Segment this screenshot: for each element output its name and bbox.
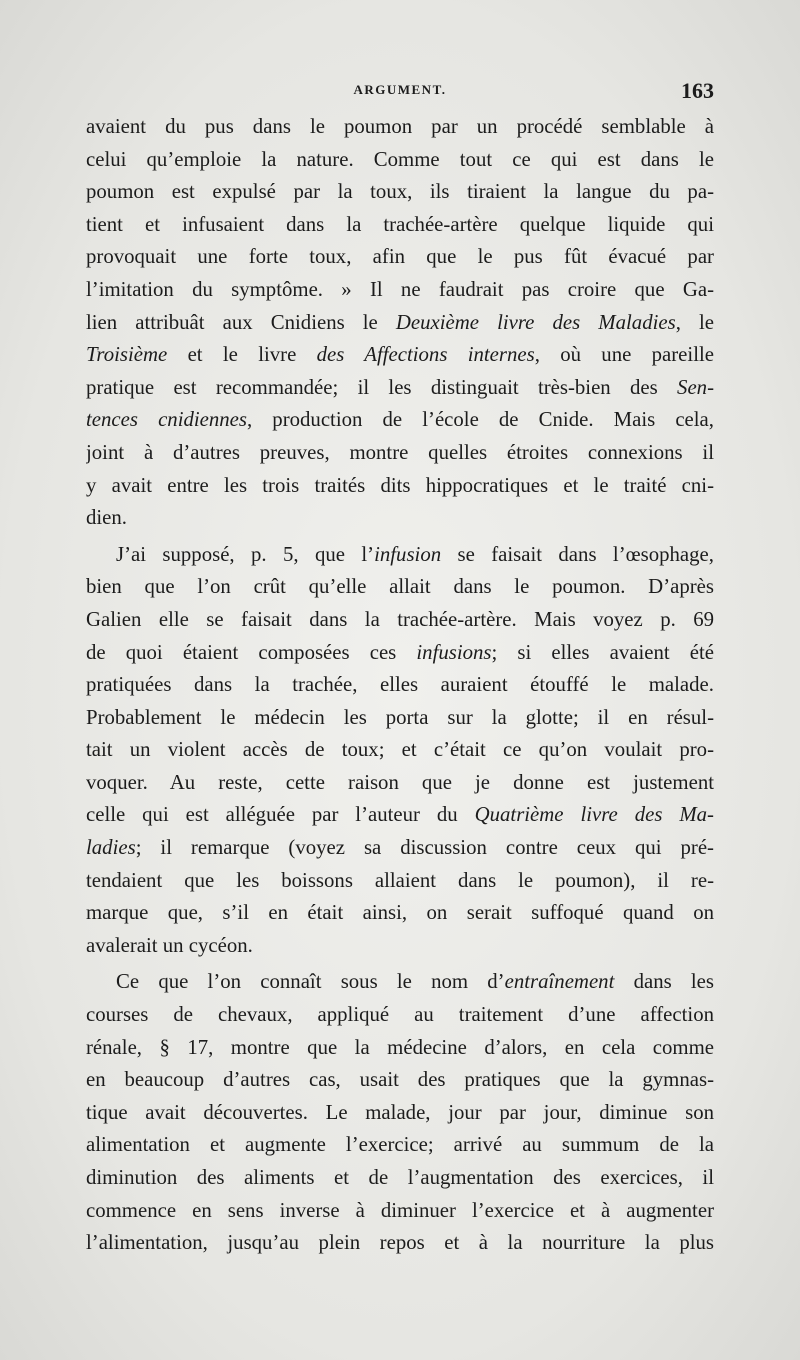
text-line	[86, 897, 714, 930]
italic-text: Deuxième livre des Maladies	[395, 310, 676, 334]
text-segment: joint à d’autres preuves, montre quelles étroites connexions il	[86, 440, 714, 464]
text-line	[86, 274, 714, 307]
text-segment: l’alimentation, jusqu’au plein repos et à la nourriture la plus	[86, 1231, 714, 1255]
text-line	[86, 209, 714, 242]
text-segment: alimentation et augmente l’exercice; arrivé au summum de la	[86, 1133, 714, 1157]
text-segment: courses de chevaux, appliqué au traitement d’une affection	[86, 1003, 714, 1027]
text-segment: l’imitation du symptôme. » Il ne faudrait pas croire que Ga-	[86, 277, 714, 301]
text-segment: en beaucoup d’autres cas, usait des pratiques que la gymnas-	[86, 1068, 714, 1092]
text-line	[86, 144, 714, 177]
text-line	[86, 1064, 714, 1097]
text-line	[86, 241, 714, 274]
text-line	[86, 637, 714, 670]
italic-text: ladies	[86, 836, 136, 860]
text-segment: commence en sens inverse à diminuer l’exercice et à augmenter	[86, 1198, 714, 1222]
text-line	[86, 339, 714, 372]
italic-text: infusion	[374, 542, 442, 566]
text-segment: ; si elles avaient été	[491, 640, 714, 664]
text-line	[86, 176, 714, 209]
text-line	[86, 1195, 714, 1228]
text-segment: poumon est expulsé par la toux, ils tiraient la langue du pa-	[86, 180, 714, 204]
text-line	[86, 307, 714, 340]
text-line	[86, 930, 714, 963]
text-segment: tique avait découvertes. Le malade, jour par jour, diminue son	[86, 1100, 714, 1124]
text-line	[86, 966, 714, 999]
text-segment: dans les	[614, 970, 714, 994]
text-line	[86, 111, 714, 144]
italic-text: Quatrième livre des Ma-	[474, 803, 714, 827]
text-line	[86, 470, 714, 503]
text-segment: celle qui est alléguée par l’auteur du	[86, 803, 475, 827]
text-line	[86, 865, 714, 898]
text-segment: lien attribuât aux Cnidiens le	[86, 310, 396, 334]
text-segment: avalerait un cycéon.	[86, 933, 253, 957]
italic-text: des Affections internes	[316, 343, 535, 367]
text-line	[86, 1227, 714, 1260]
text-line	[86, 1032, 714, 1065]
italic-text: entraînement	[504, 970, 615, 994]
text-segment: y avait entre les trois traités dits hippocratiques et le traité cni-	[86, 473, 714, 497]
text-line	[86, 702, 714, 735]
text-segment: celui qu’emploie la nature. Comme tout ce qui est dans le	[86, 147, 714, 171]
text-line	[86, 767, 714, 800]
italic-text: infusions	[416, 640, 492, 664]
text-segment: voquer. Au reste, cette raison que je donne est justement	[86, 770, 714, 794]
text-segment: tait un violent accès de toux; et c’était ce qu’on voulait pro-	[86, 738, 714, 762]
text-segment: J’ai supposé, p. 5, que l’	[116, 542, 375, 566]
text-segment: pratique est recommandée; il les distinguait très-bien des	[86, 375, 678, 399]
text-segment: tient et infusaient dans la trachée-artère quelque liquide qui	[86, 212, 714, 236]
text-segment: provoquait une forte toux, afin que le pus fût évacué par	[86, 245, 714, 269]
text-segment: de quoi étaient composées ces	[86, 640, 417, 664]
text-segment: ; il remarque (voyez sa discussion contre ceux qui pré-	[135, 836, 714, 860]
text-segment: se faisait dans l’œsophage,	[441, 542, 714, 566]
text-line	[86, 502, 714, 535]
text-line	[86, 669, 714, 702]
text-segment: , le	[675, 310, 714, 334]
page-header	[86, 78, 714, 108]
running-head: ARGUMENT.	[353, 82, 447, 97]
page-number: 163	[681, 78, 714, 103]
text-segment: Ce que l’on connaît sous le nom d’	[116, 970, 505, 994]
text-segment: , où une pareille	[534, 343, 714, 367]
text-segment: dien.	[86, 506, 128, 530]
text-segment: tendaient que les boissons allaient dans le poumon), il re-	[86, 868, 714, 892]
text-segment: avaient du pus dans le poumon par un procédé semblable à	[86, 115, 714, 138]
text-line	[86, 999, 714, 1032]
text-segment: Galien elle se faisait dans la trachée-artère. Mais voyez p. 69	[86, 607, 714, 631]
text-line	[86, 1162, 714, 1195]
text-line	[86, 539, 714, 572]
text-segment: et le livre	[167, 343, 317, 367]
text-line	[86, 799, 714, 832]
text-line	[86, 1097, 714, 1130]
italic-text: tences cnidiennes	[86, 408, 247, 432]
text-line	[86, 1129, 714, 1162]
italic-text: Sen-	[677, 375, 714, 399]
text-line	[86, 604, 714, 637]
italic-text: Troisième	[86, 343, 168, 367]
text-segment: pratiquées dans la trachée, elles auraient étouffé le malade.	[86, 673, 714, 697]
text-line	[86, 404, 714, 437]
text-line	[86, 571, 714, 604]
text-segment: diminution des aliments et de l’augmentation des exercices, il	[86, 1166, 714, 1189]
text-segment: Probablement le médecin les porta sur la glotte; il en résul-	[86, 705, 714, 729]
text-segment: marque que, s’il en était ainsi, on serait suffoqué quand on	[86, 901, 714, 925]
text-segment: , production de l’école de Cnide. Mais cela,	[247, 408, 714, 432]
text-line	[86, 437, 714, 470]
text-segment: bien que l’on crût qu’elle allait dans le poumon. D’après	[86, 575, 714, 599]
body-text	[86, 111, 714, 1260]
text-line	[86, 372, 714, 405]
text-line	[86, 832, 714, 865]
text-line	[86, 734, 714, 767]
text-segment: rénale, § 17, montre que la médecine d’alors, en cela comme	[86, 1035, 714, 1059]
